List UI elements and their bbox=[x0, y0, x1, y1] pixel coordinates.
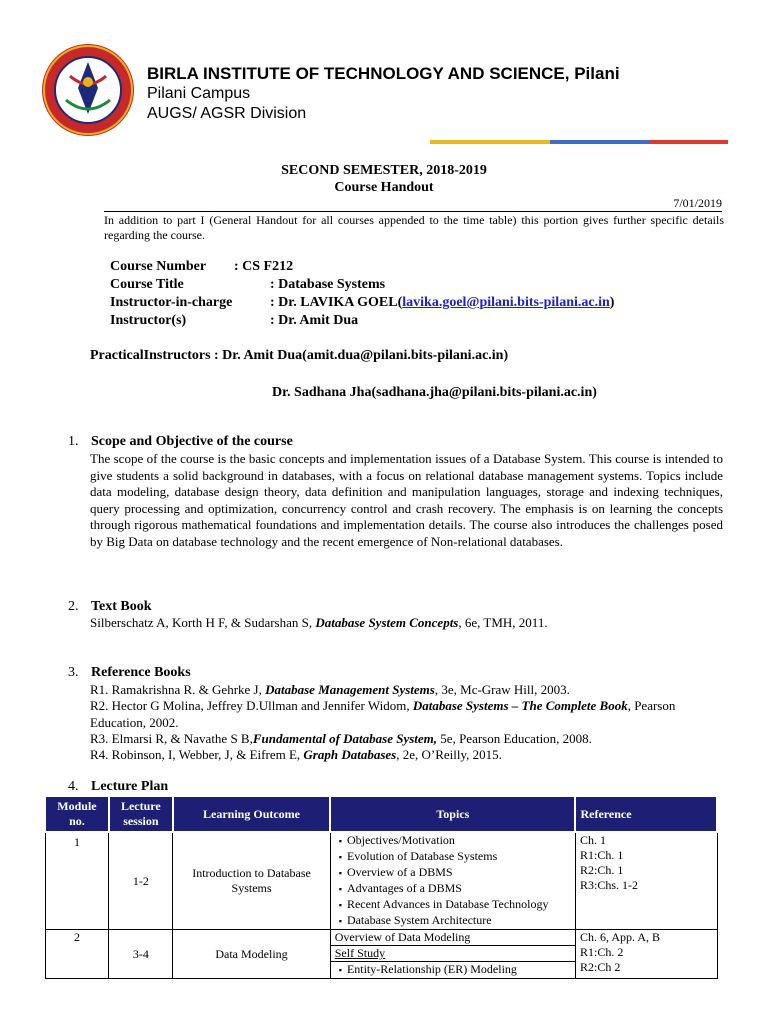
instructors-label: Instructor(s) bbox=[110, 313, 187, 328]
r2-details: , Pearson Education, 2002. bbox=[90, 698, 676, 730]
topic-item: ▪ Objectives/Motivation bbox=[351, 833, 571, 849]
reference-r3 bbox=[90, 731, 723, 748]
scope-paragraph: The scope of the course is the basic concepts and implementation issues of a Database System. This course is intended to give students a solid background in databases, with a focus on relational database management systems. Topics include data modeling, database design theory, data definition and manipulation languages, storage and indexing techniques, query processing and optimization, concurrency control and crash recovery. The emphasis is on learning the concepts through rigorous mathematical foundations and implementation details. The course also introduces the challenges posed by Big Data on database technology and the recent emergence of Non-relational databases. bbox=[90, 451, 723, 549]
row1-reference bbox=[575, 832, 717, 930]
semester-title: SECOND SEMESTER, 2018-2019 bbox=[281, 163, 487, 178]
textbook-heading: Text Book bbox=[91, 599, 152, 614]
topic-item: ▪ Advantages of a DBMS bbox=[351, 881, 571, 897]
topic-item: ▪ Overview of a DBMS bbox=[351, 865, 571, 881]
intro-paragraph: In addition to part I (General Handout for all courses appended to the time table) this portion gives further specific details regarding the course. bbox=[104, 213, 724, 242]
textbook-details: , 6e, TMH, 2011. bbox=[458, 615, 548, 630]
course-number-label: Course Number bbox=[110, 259, 207, 274]
textbook-title: Database System Concepts bbox=[315, 615, 459, 630]
instructor-in-charge-label: Instructor-in-charge bbox=[110, 295, 233, 310]
course-title-row bbox=[110, 277, 385, 293]
references-heading: Reference Books bbox=[91, 665, 191, 680]
header-stripe-red bbox=[650, 140, 728, 144]
r1-title: Database Management Systems bbox=[265, 682, 435, 697]
header-stripe-blue bbox=[550, 140, 650, 144]
reference-item: R2:Ch. 1 bbox=[579, 863, 624, 877]
r3-title: Fundamental of Database System, bbox=[252, 731, 438, 746]
r1-details: , 3e, Mc-Graw Hill, 2003. bbox=[434, 682, 570, 697]
scope-number: 1. bbox=[68, 434, 79, 449]
scope-heading: Scope and Objective of the course bbox=[91, 434, 293, 449]
row2-topic-plain: Overview of Data Modeling bbox=[331, 930, 575, 946]
reference-item: R1:Ch. 1 bbox=[579, 848, 624, 862]
course-title-value: : Database Systems bbox=[270, 277, 386, 292]
course-number-value: : CS F212 bbox=[234, 259, 294, 274]
lecture-plan-number: 4. bbox=[68, 779, 79, 794]
reference-item: Ch. 1 bbox=[579, 833, 606, 847]
r2-title: Database Systems – The Complete Book bbox=[412, 698, 628, 713]
campus-name: Pilani Campus bbox=[147, 85, 251, 102]
row1-lecture: 1-2 bbox=[109, 832, 173, 930]
divider bbox=[104, 211, 722, 212]
instructors-value: : Dr. Amit Dua bbox=[270, 313, 359, 328]
instructor-email-link[interactable]: lavika.goel@pilani.bits-pilani.ac.in bbox=[402, 295, 610, 310]
header-module: Module no. bbox=[45, 796, 109, 832]
handout-date: 7/01/2019 bbox=[673, 196, 722, 210]
course-title-label: Course Title bbox=[110, 277, 184, 292]
r3-details: 5e, Pearson Education, 2008. bbox=[437, 731, 592, 746]
division-name: AUGS/ AGSR Division bbox=[147, 105, 307, 122]
reference-item: R3:Chs. 1-2 bbox=[579, 878, 638, 892]
instructors-row bbox=[110, 313, 358, 329]
practical-instructors-line-2: Dr. Sadhana Jha(sadhana.jha@pilani.bits-pilani.ac.in) bbox=[272, 385, 597, 400]
lecture-plan-table bbox=[44, 795, 718, 979]
row1-outcome: Introduction to Database Systems bbox=[173, 832, 330, 930]
table-row bbox=[45, 832, 717, 930]
r2-authors: R2. Hector G Molina, Jeffrey D.Ullman and Jennifer Widom, bbox=[90, 698, 413, 713]
references-number: 3. bbox=[68, 665, 79, 680]
textbook-number: 2. bbox=[68, 599, 79, 614]
table-row bbox=[45, 930, 717, 979]
row2-lecture: 3-4 bbox=[109, 930, 173, 979]
header-reference: Reference bbox=[575, 796, 717, 832]
table-header-row bbox=[45, 796, 717, 832]
lecture-plan-heading: Lecture Plan bbox=[91, 779, 169, 794]
row1-topics bbox=[330, 832, 575, 930]
course-number-row bbox=[110, 259, 293, 275]
r4-title: Graph Databases bbox=[303, 747, 397, 762]
institute-name: BIRLA INSTITUTE OF TECHNOLOGY AND SCIENCE, Pilani bbox=[147, 64, 620, 83]
topic-item: ▪ Database System Architecture bbox=[351, 913, 571, 929]
row2-outcome: Data Modeling bbox=[173, 930, 330, 979]
handout-title: Course Handout bbox=[334, 180, 434, 195]
row1-module: 1 bbox=[45, 832, 109, 930]
r1-authors: R1. Ramakrishna R. & Gehrke J, bbox=[90, 682, 266, 697]
header-outcome: Learning Outcome bbox=[173, 796, 330, 832]
r3-authors: R3. Elmarsi R, & Navathe S B, bbox=[90, 731, 253, 746]
header-stripe-yellow bbox=[430, 140, 550, 144]
r4-authors: R4. Robinson, I, Webber, J, & Eifrem E, bbox=[90, 747, 304, 762]
reference-item: Ch. 6, App. A, B bbox=[579, 930, 660, 944]
reference-item: R1:Ch. 2 bbox=[579, 945, 624, 959]
header-lecture: Lecture session bbox=[109, 796, 173, 832]
instructor-in-charge-close: ) bbox=[609, 295, 615, 310]
textbook-entry bbox=[90, 615, 723, 632]
topic-item: ▪ Evolution of Database Systems bbox=[351, 849, 571, 865]
row2-module: 2 bbox=[45, 930, 109, 979]
reference-r2 bbox=[90, 698, 723, 731]
header-topics: Topics bbox=[330, 796, 575, 832]
textbook-authors: Silberschatz A, Korth H F, & Sudarshan S, bbox=[90, 615, 316, 630]
topic-item: ▪ Recent Advances in Database Technology bbox=[351, 897, 571, 913]
practical-instructors-line-1: PracticalInstructors : Dr. Amit Dua(amit.dua@pilani.bits-pilani.ac.in) bbox=[90, 348, 509, 363]
row2-topics bbox=[330, 930, 575, 979]
instructor-in-charge-value: : Dr. LAVIKA GOEL( bbox=[270, 295, 403, 310]
reference-r4 bbox=[90, 747, 723, 764]
topic-item: ▪ Entity-Relationship (ER) Modeling bbox=[351, 962, 575, 978]
instructor-in-charge-row bbox=[110, 295, 614, 311]
r4-details: , 2e, O’Reilly, 2015. bbox=[396, 747, 502, 762]
row2-topic-self-study: Self Study bbox=[334, 946, 386, 960]
reference-item: R2:Ch 2 bbox=[579, 960, 621, 974]
reference-r1 bbox=[90, 682, 723, 699]
bits-logo bbox=[40, 42, 136, 138]
row2-reference bbox=[575, 930, 717, 979]
